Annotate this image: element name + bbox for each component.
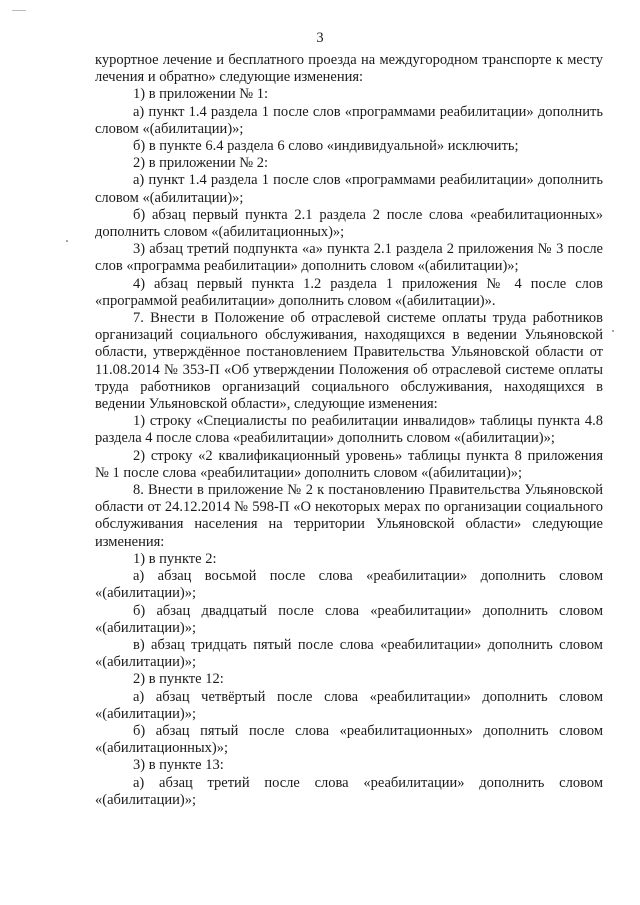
paragraph: а) абзац третий после слова «реабилитации» дополнить словом «(абилитации)»;: [95, 774, 603, 808]
paragraph: 1) строку «Специалисты по реабилитации инвалидов» таблицы пункта 4.8 раздела 4 после слова «реабилитации» дополнить словом «(абилитации)»;: [95, 413, 603, 447]
paragraph: б) абзац двадцатый после слова «реабилитации» дополнить словом «(абилитации)»;: [95, 602, 603, 636]
paragraph: 3) в пункте 13:: [133, 757, 224, 774]
paragraph: 1) в пункте 2:: [133, 550, 217, 567]
scan-speck: [66, 240, 68, 242]
paragraph: курортное лечение и бесплатного проезда на междугородном транспорте к месту лечения и обратно» следующие изменения:: [95, 52, 603, 86]
scan-speck: [12, 10, 26, 11]
paragraph: 1) в приложении № 1:: [133, 86, 268, 103]
paragraph: 2) в пункте 12:: [133, 671, 224, 688]
paragraph: б) абзац первый пункта 2.1 раздела 2 после слова «реабилитационных» дополнить словом «(абилитационных)»;: [95, 206, 603, 241]
page-number: 3: [316, 30, 324, 46]
paragraph: б) абзац пятый после слова «реабилитационных» дополнить словом «(абилитационных)»;: [95, 722, 603, 757]
paragraph: 4) абзац первый пункта 1.2 раздела 1 приложения № 4 после слов «программой реабилитации» дополнить словом «(абилитации)».: [95, 275, 603, 309]
paragraph: а) абзац восьмой после слова «реабилитации» дополнить словом «(абилитации)»;: [95, 568, 603, 602]
scan-speck: [612, 330, 614, 332]
paragraph: а) пункт 1.4 раздела 1 после слов «программами реабилитации» дополнить словом «(абилитации)»;: [95, 103, 603, 137]
paragraph: а) пункт 1.4 раздела 1 после слов «программами реабилитации» дополнить словом «(абилитации)»;: [95, 172, 603, 206]
paragraph: 2) в приложении № 2:: [133, 155, 268, 172]
paragraph: 3) абзац третий подпункта «а» пункта 2.1 раздела 2 приложения № 3 после слов «программа реабилитации» дополнить словом «(абилитации)»;: [95, 241, 603, 275]
document-body: [95, 52, 603, 809]
paragraph: 7. Внести в Положение об отраслевой системе оплаты труда работников организаций социального обслуживания, находящихся в ведении Ульяновской области, утверждённое постановлением Правительства Ульяновской области от 11.08.2014 № 353-П «Об утверждении Положения об отраслевой системе оплаты труда работников организаций социального обслуживания, находящихся в ведении Ульяновской области», следующие изменения:: [95, 310, 603, 413]
paragraph: 2) строку «2 квалификационный уровень» таблицы пункта 8 приложения № 1 после слова «реабилитации» дополнить словом «(абилитации)»;: [95, 447, 603, 481]
paragraph: 8. Внести в приложение № 2 к постановлению Правительства Ульяновской области от 24.12.2014 № 598-П «О некоторых мерах по организации социального обслуживания населения на территории Ульяновской области» следующие изменения:: [95, 482, 603, 550]
paragraph: б) в пункте 6.4 раздела 6 слово «индивидуальной» исключить;: [133, 138, 519, 155]
paragraph: в) абзац тридцать пятый после слова «реабилитации» дополнить словом «(абилитации)»;: [95, 636, 603, 671]
paragraph: а) абзац четвёртый после слова «реабилитации» дополнить словом «(абилитации)»;: [95, 688, 603, 722]
